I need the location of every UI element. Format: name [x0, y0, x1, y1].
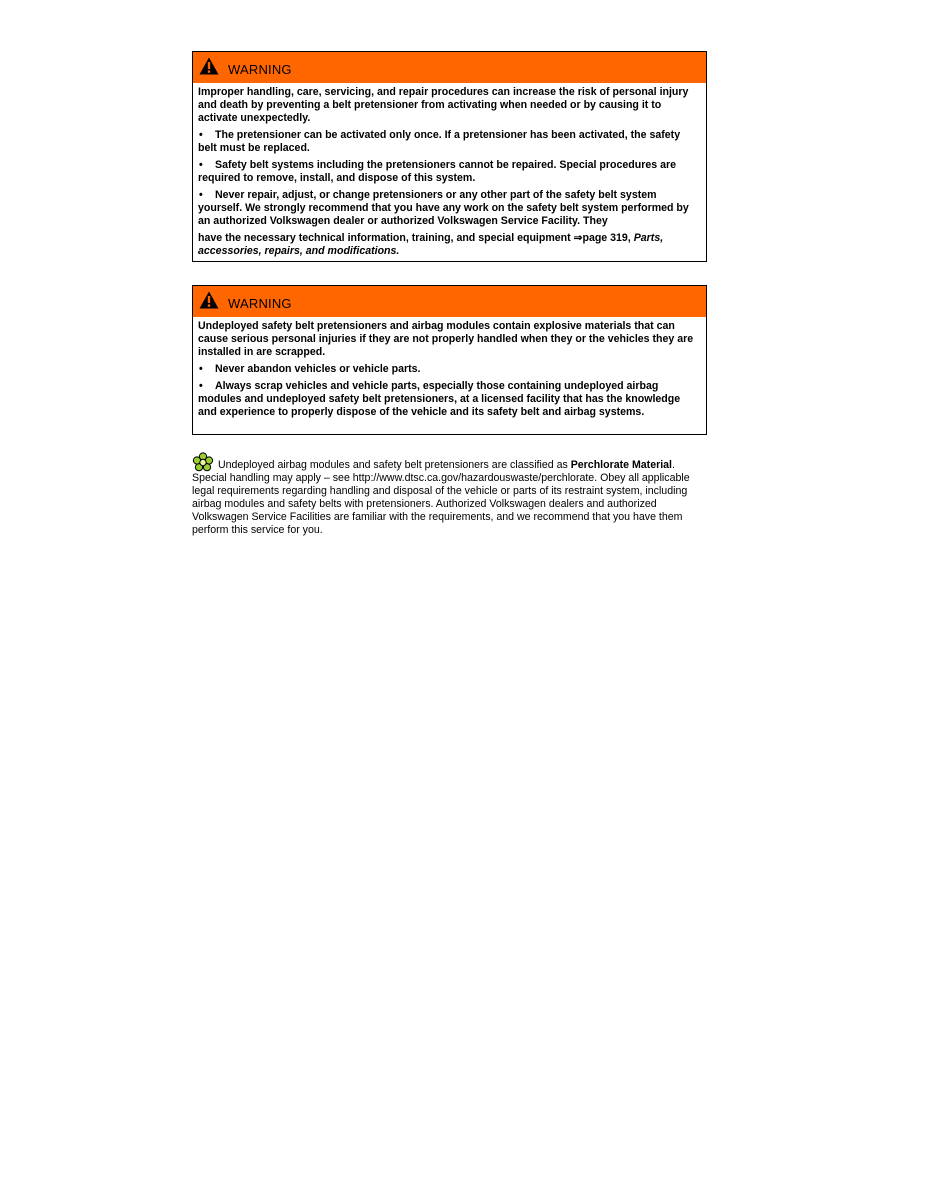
note-bold-term: Perchlorate Material — [570, 459, 672, 471]
warning-title: WARNING — [228, 296, 292, 311]
environment-flower-icon — [192, 452, 214, 472]
warning-bullet: • The pretensioner can be activated only once. If a pretensioner has been activated, the safety belt must be replaced. — [198, 129, 701, 155]
warning-box-2 — [192, 285, 707, 435]
warning-header — [193, 286, 706, 317]
warning-bullet: • Always scrap vehicles and vehicle parts, especially those containing undeployed airbag modules and undeployed safety belt pretensioners, at a licensed facility that has the knowledge and experience to properly dispose of the vehicle and its safety belt and airbag systems. — [198, 380, 701, 419]
cross-reference-link[interactable]: Parts, accessories, repairs, and modifications. — [198, 232, 664, 257]
note-text-after: . Special handling may apply – see http://www.dtsc.ca.gov/hazardouswaste/perchlorate. Obey all applicable legal requirements regarding handling and disposal of the vehicle or parts of its restraint system, including airbag modules and safety belts with pretensioners. Authorized Volkswagen dealers and authorized Volkswagen Service Facilities are familiar with the requirements, and we recommend that you have them perform this service for you. — [192, 459, 690, 536]
environment-note — [192, 452, 708, 537]
note-text-before: Undeployed airbag modules and safety belt pretensioners are classified as — [217, 459, 568, 471]
warning-body — [193, 317, 706, 423]
warning-intro: Improper handling, care, servicing, and repair procedures can increase the risk of personal injury and death by preventing a belt pretensioner from activating when needed or by causing it to activate unexpectedly. — [198, 86, 689, 124]
warning-triangle-icon — [199, 291, 219, 309]
warning-bullet: • Never repair, adjust, or change pretensioners or any other part of the safety belt system yourself. We strongly recommend that you have any work on the safety belt system performed by an authorized Volkswagen dealer or authorized Volkswagen Service Facility. They — [198, 189, 701, 228]
warning-bullet: • Never abandon vehicles or vehicle parts. — [198, 363, 701, 376]
warning-header — [193, 52, 706, 83]
warning-bullet: • Safety belt systems including the pretensioners cannot be repaired. Special procedures are required to remove, install, and dispose of this system. — [198, 159, 701, 185]
warning-box-1 — [192, 51, 707, 262]
warning-continuation: have the necessary technical information, training, and special equipment ⇒page 319, Parts, accessories, repairs, and modifications. — [198, 232, 664, 257]
warning-triangle-icon — [199, 57, 219, 75]
warning-body — [193, 83, 706, 262]
warning-intro: Undeployed safety belt pretensioners and airbag modules contain explosive materials that can cause serious personal injuries if they are not properly handled when they or the vehicles they are installed in are scrapped. — [198, 320, 694, 358]
warning-title: WARNING — [228, 62, 292, 77]
